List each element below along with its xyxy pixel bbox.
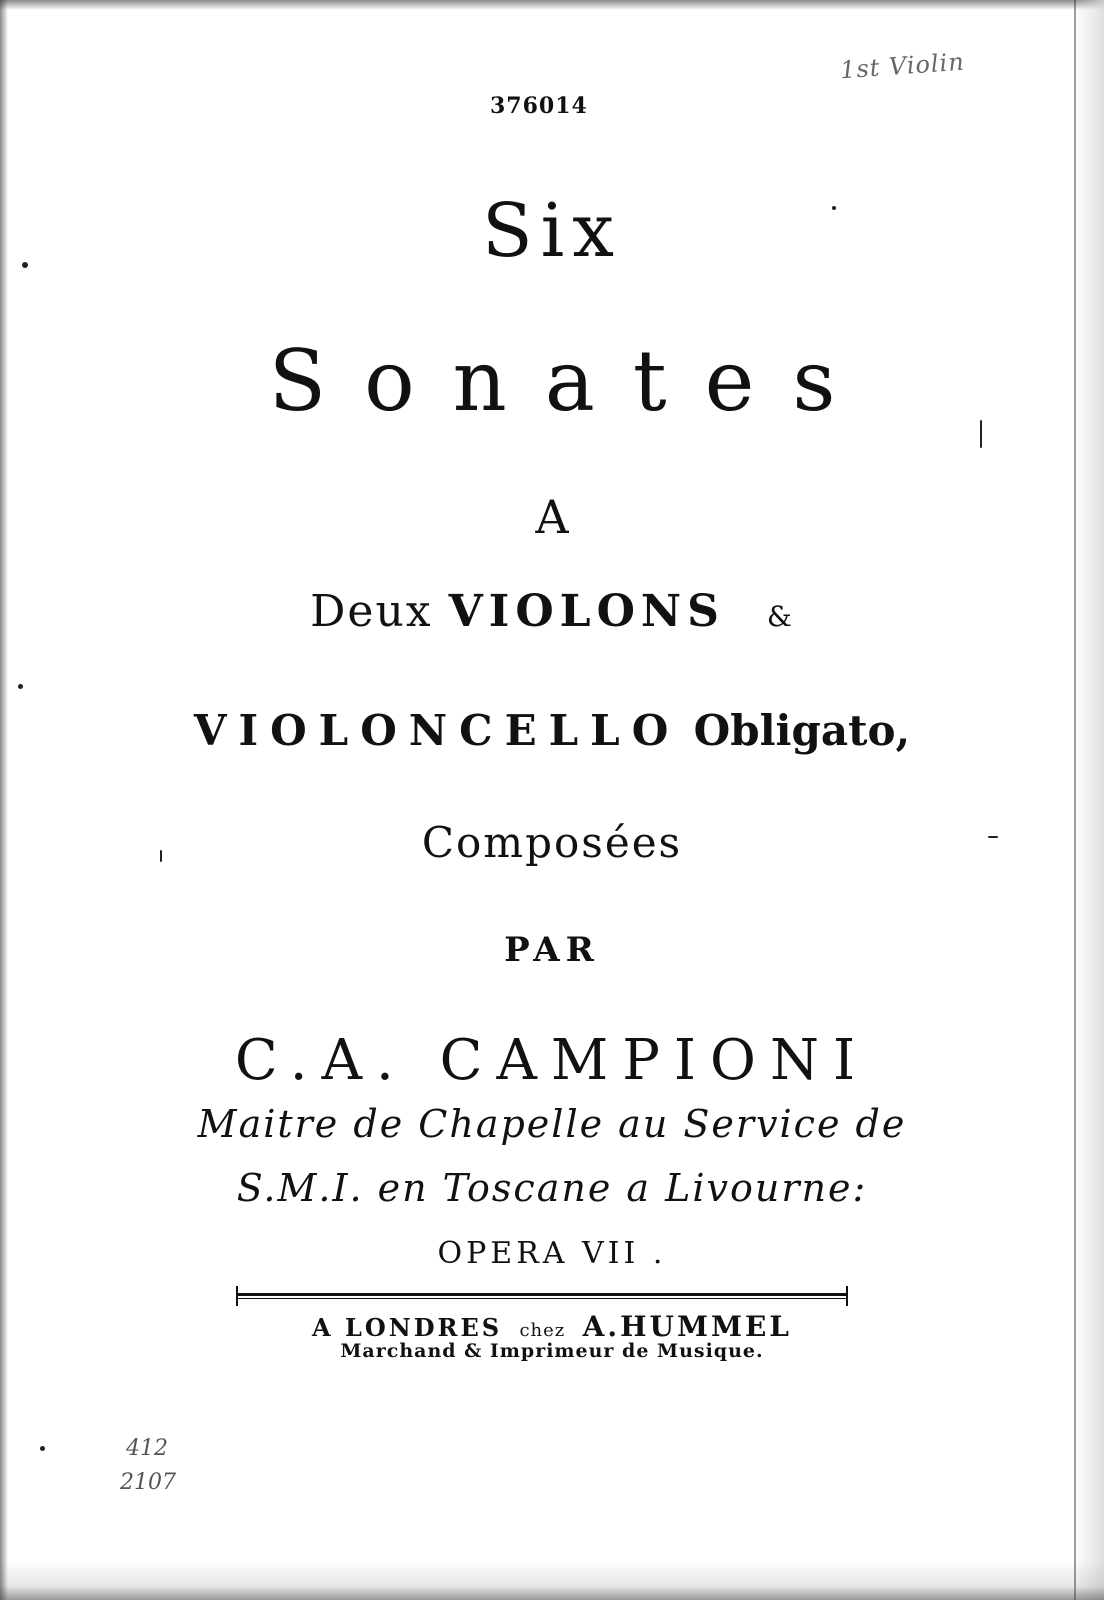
instrumentation-violoncello: VIOLONCELLO [193, 706, 681, 755]
handwritten-note: 1st Violin [839, 47, 966, 85]
divider-cap-right [846, 1286, 848, 1306]
ink-speck [160, 850, 162, 862]
scan-edge-top [0, 0, 1104, 10]
instrumentation-prefix: Deux [310, 586, 433, 637]
composed-label: Composées [421, 818, 683, 867]
publisher-name: A.HUMMEL [582, 1310, 792, 1343]
pencil-note-1: 412 [126, 1436, 168, 1461]
instrumentation-obligato: Obligato, [693, 706, 911, 755]
catalog-number: 376014 [490, 93, 588, 119]
composer-name: C.A. CAMPIONI [234, 1028, 870, 1093]
ink-speck [22, 262, 28, 268]
ink-speck [40, 1446, 45, 1451]
ink-speck [18, 684, 23, 689]
ink-speck [980, 420, 982, 448]
title-six: Six [481, 188, 623, 274]
instrumentation-ampersand: & [766, 600, 794, 633]
title-sonates: Sonates [268, 332, 874, 430]
composer-title-line-2: S.M.I. en Toscane a Livourne: [236, 1166, 868, 1210]
composer-title-line-1: Maitre de Chapelle au Service de [197, 1102, 907, 1146]
instrumentation-line-2 [0, 706, 1104, 755]
publisher-line-2: Marchand & Imprimeur de Musique. [340, 1340, 764, 1362]
instrumentation-violons: VIOLONS [448, 586, 725, 637]
divider-rule [236, 1293, 848, 1299]
scan-edge-bottom [0, 1560, 1104, 1600]
instrumentation-line-1 [0, 586, 1104, 637]
ink-speck [988, 836, 998, 838]
pencil-note-2: 2107 [120, 1470, 176, 1495]
title-a: A [535, 490, 569, 544]
ink-speck [832, 206, 836, 210]
par-label: PAR [504, 930, 600, 970]
divider-cap-left [236, 1286, 238, 1306]
publisher-city: A LONDRES [312, 1313, 503, 1342]
publisher-chez: chez [519, 1320, 566, 1341]
publisher-line-1 [0, 1310, 1104, 1343]
opus-number: OPERA VII . [437, 1236, 667, 1271]
